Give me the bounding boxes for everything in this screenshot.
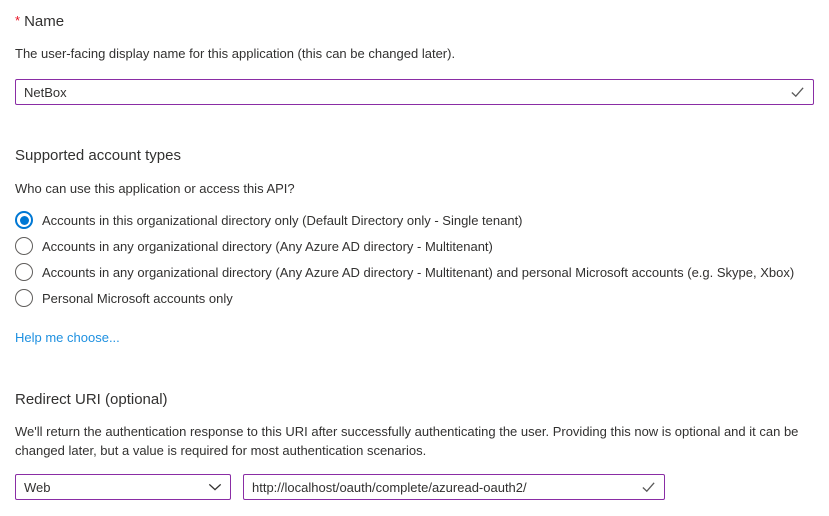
chevron-down-icon	[208, 480, 222, 494]
radio-option-multitenant-personal[interactable]	[15, 259, 814, 285]
valid-checkmark-icon	[790, 85, 805, 100]
radio-icon	[15, 237, 33, 255]
valid-checkmark-icon	[641, 480, 656, 495]
name-section	[15, 11, 814, 105]
name-section-title	[15, 11, 814, 32]
platform-select[interactable]	[15, 474, 231, 500]
redirect-uri-description: We'll return the authentication response to this URI after successfully authenticating the user. Providing this now is optional and it can be changed later, but a value is required for most authentication scenarios.	[15, 424, 799, 458]
radio-option-personal-only[interactable]	[15, 285, 814, 311]
name-description: The user-facing display name for this application (this can be changed later).	[15, 46, 456, 61]
radio-icon	[15, 263, 33, 281]
radio-option-multitenant[interactable]	[15, 233, 814, 259]
account-types-title: Supported account types	[15, 147, 181, 164]
redirect-uri-section	[15, 390, 814, 500]
name-input[interactable]	[16, 80, 813, 104]
radio-icon	[15, 211, 33, 229]
redirect-uri-title: Redirect URI (optional)	[15, 391, 168, 408]
radio-option-label: Accounts in this organizational directory only (Default Directory only - Single tenant)	[42, 212, 523, 228]
platform-select-value: Web	[24, 479, 51, 495]
radio-icon	[15, 289, 33, 307]
supported-account-types-section	[15, 146, 814, 347]
radio-option-label: Accounts in any organizational directory (Any Azure AD directory - Multitenant) and personal Microsoft accounts (e.g. Skype, Xbox)	[42, 264, 795, 280]
redirect-uri-input-box	[243, 474, 665, 500]
name-input-box	[15, 79, 814, 105]
radio-option-single-tenant[interactable]	[15, 207, 814, 233]
name-title-text: Name	[24, 13, 65, 30]
radio-option-label: Personal Microsoft accounts only	[42, 290, 233, 306]
account-types-radio-group	[15, 207, 814, 311]
required-asterisk: *	[15, 13, 21, 28]
help-me-choose-link[interactable]: Help me choose...	[15, 330, 120, 345]
redirect-uri-row	[15, 474, 814, 500]
redirect-uri-input[interactable]	[244, 475, 664, 499]
radio-option-label: Accounts in any organizational directory (Any Azure AD directory - Multitenant)	[42, 238, 493, 254]
account-types-question: Who can use this application or access this API?	[15, 181, 295, 196]
